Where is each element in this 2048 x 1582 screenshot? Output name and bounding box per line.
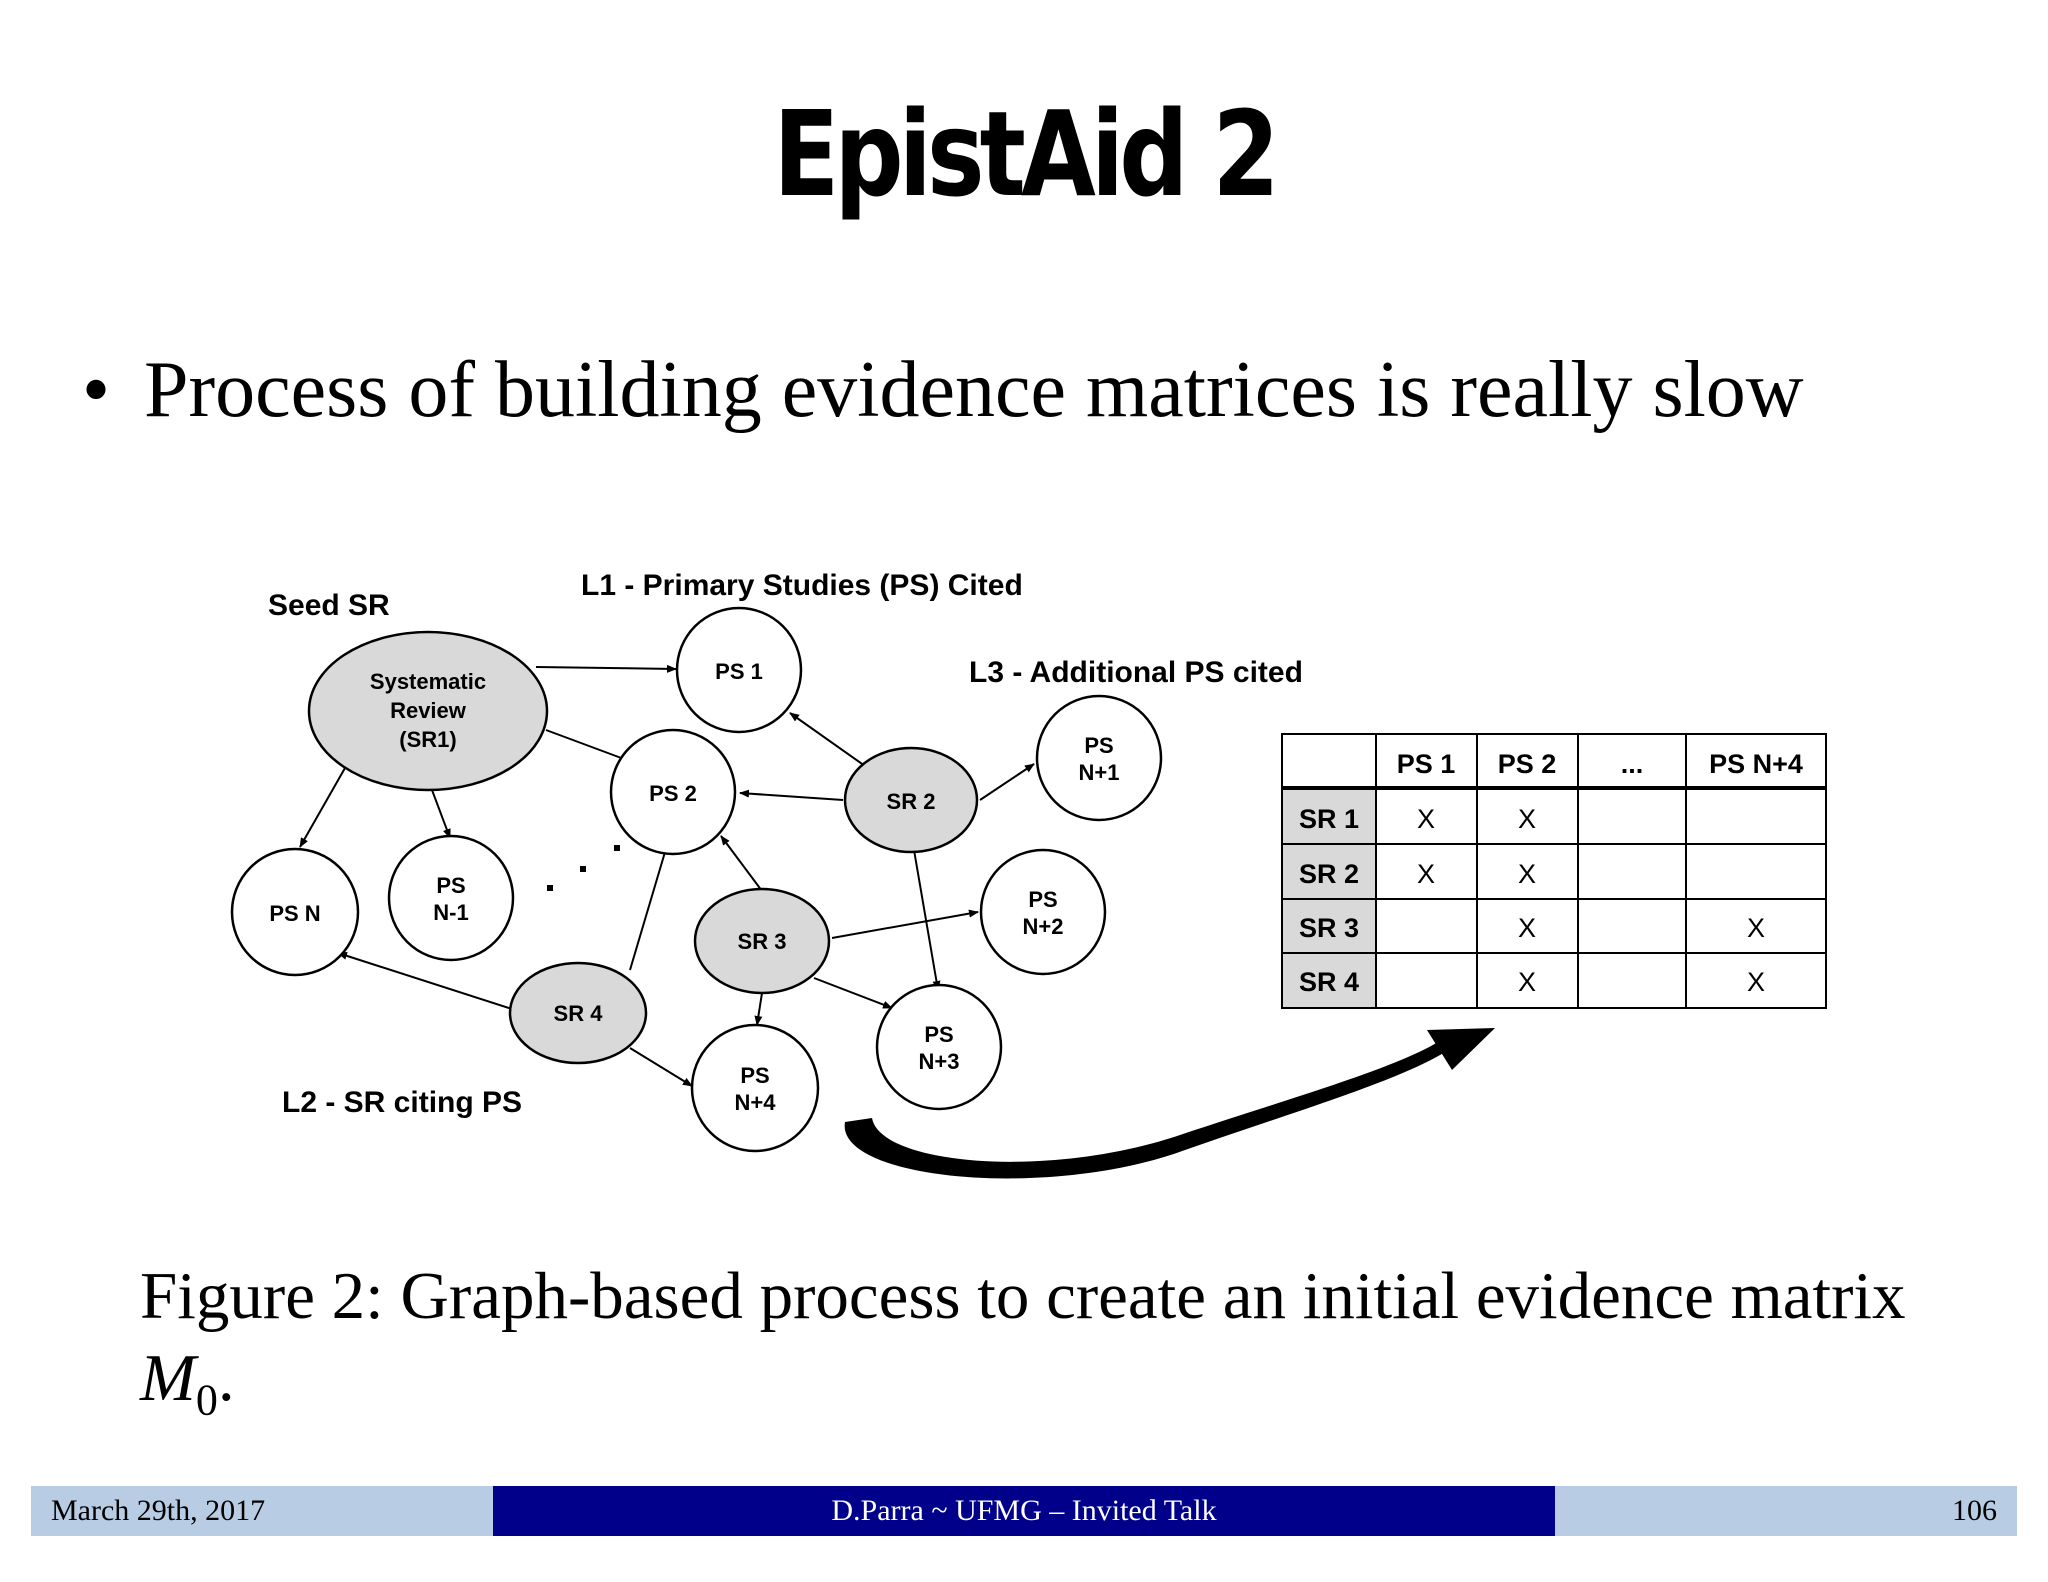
edge-sr4-psn (338, 953, 515, 1010)
node-psn-label: PS N (269, 901, 321, 926)
caption-subscript: 0 (195, 1375, 218, 1425)
node-psn-plus1-label-2: N+1 (1078, 760, 1120, 785)
matrix-row-header: SR 2 (1298, 859, 1360, 889)
footer-talk-title: D.Parra ~ UFMG – Invited Talk (831, 1494, 1217, 1527)
matrix-col-header: PS 2 (1497, 749, 1557, 779)
caption-period: . (217, 1341, 235, 1415)
label-l2: L2 - SR citing PS (282, 1086, 523, 1119)
matrix-row-header: SR 3 (1298, 913, 1360, 943)
matrix-cell: X (1746, 967, 1766, 997)
edge-sr3-psn2 (832, 912, 978, 938)
node-psn-plus2 (981, 850, 1105, 974)
node-ps2-label: PS 2 (649, 781, 697, 806)
label-l3: L3 - Additional PS cited (969, 656, 1303, 689)
node-psn1 (389, 836, 513, 960)
edge-sr4-psn4 (630, 1048, 692, 1086)
node-sr3-label: SR 3 (737, 929, 787, 954)
slide-title: EpistAid 2 (773, 85, 1275, 223)
node-psn1-label-2: N-1 (433, 900, 469, 925)
matrix-cell: X (1517, 967, 1537, 997)
edge-sr1-psn (300, 768, 345, 847)
label-seed-sr: Seed SR (268, 589, 390, 622)
slide-footer (31, 1486, 2017, 1536)
node-psn-plus1-label-1: PS (1084, 733, 1114, 758)
footer-page-number: 106 (1952, 1494, 1997, 1527)
matrix-cell: X (1746, 913, 1766, 943)
matrix-row-header: SR 1 (1298, 804, 1360, 834)
matrix-cell: X (1416, 804, 1436, 834)
node-psn-plus4-label-1: PS (740, 1063, 770, 1088)
label-l1: L1 - Primary Studies (PS) Cited (581, 569, 1023, 602)
figure-caption (140, 1255, 1940, 1441)
node-psn-plus4-label-2: N+4 (734, 1090, 776, 1115)
node-psn-plus3-label-2: N+3 (918, 1049, 960, 1074)
edge-sr3-psn4 (757, 993, 762, 1025)
footer-date: March 29th, 2017 (51, 1494, 266, 1527)
caption-text: Figure 2: Graph-based process to create an initial evidence matrix (140, 1259, 1906, 1333)
bullet-text: Process of building evidence matrices is really slow (144, 346, 1804, 434)
node-sr1-label-1: Systematic (369, 669, 487, 694)
matrix-cell: X (1517, 913, 1537, 943)
bullet-dot-icon: • (82, 346, 111, 434)
matrix-cell: X (1517, 859, 1537, 889)
edge-sr2-psn1plus (980, 764, 1034, 800)
footer-center-bar (493, 1486, 1555, 1536)
node-sr1-label-2: Review (390, 698, 466, 723)
edge-sr1-ps1 (536, 667, 676, 669)
node-psn-plus1 (1037, 696, 1161, 820)
ellipsis-dots (547, 845, 620, 891)
node-psn1-label-1: PS (436, 873, 466, 898)
matrix-col-header: PS N+4 (1709, 749, 1803, 779)
edge-sr3-ps2 (721, 836, 762, 891)
evidence-matrix (1282, 734, 1826, 1008)
node-psn-plus3 (877, 985, 1001, 1109)
footer-left-bar (31, 1486, 493, 1536)
matrix-cell: X (1416, 859, 1436, 889)
node-sr1-label-3: (SR1) (399, 727, 457, 752)
matrix-row-header: SR 4 (1298, 967, 1360, 997)
matrix-col-header: ... (1620, 749, 1644, 779)
edge-sr2-ps2 (740, 793, 843, 800)
node-sr2-label: SR 2 (886, 789, 936, 814)
node-ps1-label: PS 1 (715, 659, 763, 684)
node-psn-plus3-label-1: PS (924, 1022, 954, 1047)
node-psn-plus2-label-2: N+2 (1022, 914, 1064, 939)
edge-sr1-psn1 (432, 790, 450, 838)
matrix-cell: X (1517, 804, 1537, 834)
edge-sr3-psn3 (814, 978, 892, 1008)
matrix-col-header: PS 1 (1396, 749, 1456, 779)
edge-sr1-ps2 (546, 730, 632, 762)
edge-sr2-ps1 (790, 713, 865, 766)
node-psn-plus2-label-1: PS (1028, 887, 1058, 912)
node-sr4-label: SR 4 (553, 1001, 603, 1026)
footer-right-bar (1555, 1486, 2017, 1536)
caption-math: M (140, 1341, 196, 1415)
node-psn-plus4 (692, 1025, 818, 1151)
